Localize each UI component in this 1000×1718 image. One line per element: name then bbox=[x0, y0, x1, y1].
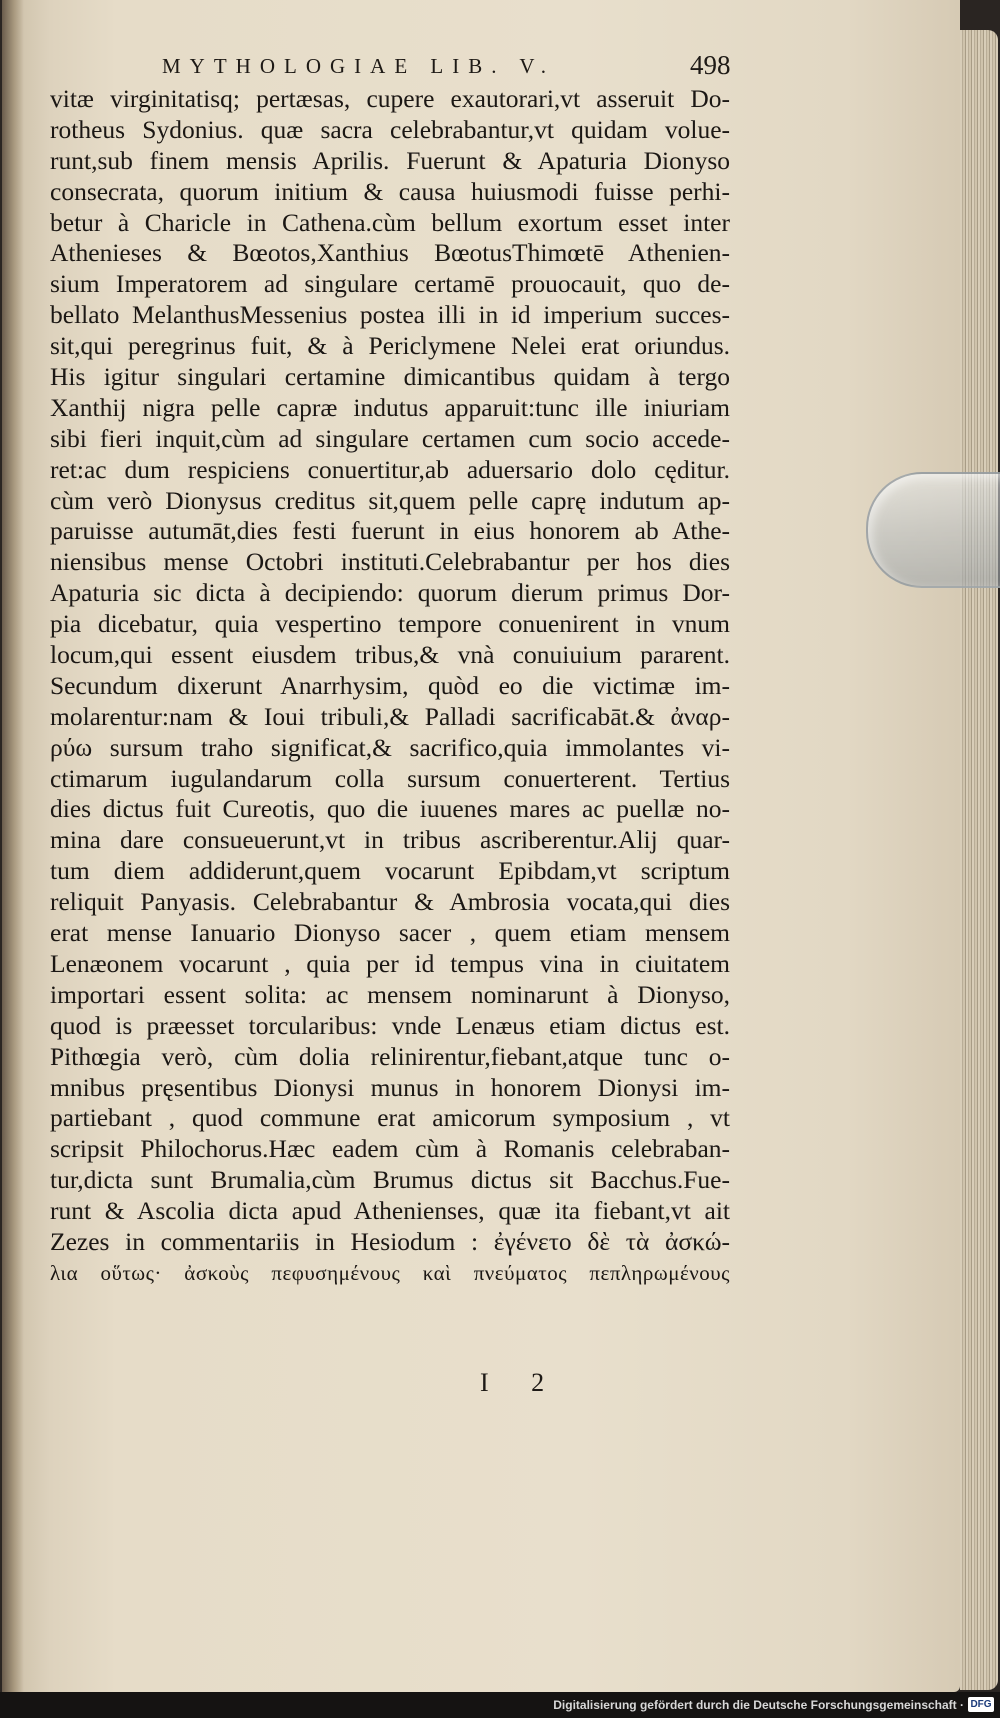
greek-text-line: λια οὕτως· ἀσκοὺς πεφυσημένους καὶ πνεύματος πεπληρωμένους bbox=[50, 1260, 730, 1285]
text-line: sit,qui peregrinus fuit, & à Periclymene Nelei erat oriundus. bbox=[50, 331, 730, 361]
text-line: vitæ virginitatisq; pertæsas, cupere exautorari,vt asseruit Do- bbox=[50, 84, 730, 113]
text-line: erat mense Ianuario Dionyso sacer , quem etiam mensem bbox=[50, 918, 730, 948]
text-line: Lenæonem vocarunt , quia per id tempus vina in ciuitatem bbox=[50, 948, 730, 978]
text-line: ρύω sursum traho significat,& sacrifico,quia immolantes vi- bbox=[50, 732, 730, 762]
text-line: rotheus Sydonius. quæ sacra celebrabantur,vt quidam volue- bbox=[50, 114, 730, 144]
funding-credit: Digitalisierung gefördert durch die Deutsche Forschungsgemeinschaft · bbox=[553, 1698, 964, 1712]
gutter-shadow bbox=[2, 0, 24, 1692]
book-page bbox=[2, 0, 960, 1692]
text-line: Secundum dixerunt Anarrhysim, quòd eo die victimæ im- bbox=[50, 670, 730, 700]
text-line: molarentur:nam & Ioui tribuli,& Palladi sacrificabāt.& ἀναρ- bbox=[50, 701, 730, 731]
text-line: consecrata, quorum initium & causa huiusmodi fuisse perhi- bbox=[50, 176, 730, 206]
text-line: dies dictus fuit Cureotis, quo die iuuenes mares ac puellæ no- bbox=[50, 794, 730, 824]
text-line: tur,dicta sunt Brumalia,cùm Brumus dictus sit Bacchus.Fue- bbox=[50, 1165, 730, 1195]
text-line: Pithœgia verò, cùm dolia relinirentur,fiebant,atque tunc o- bbox=[50, 1041, 730, 1071]
text-line: betur à Charicle in Cathena.cùm bellum exortum esset inter bbox=[50, 207, 730, 237]
signature-mark: I 2 bbox=[480, 1368, 563, 1397]
text-line: niensibus mense Octobri instituti.Celebrabantur per hos dies bbox=[50, 547, 730, 577]
text-line: Athenieses & Bœotos,Xanthius BœotusThimœtē Athenien- bbox=[50, 238, 730, 268]
text-line: mina dare consueuerunt,vt in tribus ascriberentur.Alij quar- bbox=[50, 825, 730, 855]
text-line: Zezes in commentariis in Hesiodum : ἐγένετο δὲ τὰ ἀσκώ- bbox=[50, 1226, 730, 1256]
text-line: bellato MelanthusMessenius postea illi in id imperium succes- bbox=[50, 300, 730, 330]
text-line: quod is præesset torcularibus: vnde Lenæus etiam dictus est. bbox=[50, 1010, 730, 1040]
body-text bbox=[50, 84, 730, 1289]
text-line: pia dicebatur, quia vespertino tempore conuenirent in vnum bbox=[50, 609, 730, 639]
running-head: MYTHOLOGIAE LIB. V. bbox=[162, 54, 556, 78]
text-line: His igitur singulari certamine dimicantibus quidam à tergo bbox=[50, 362, 730, 392]
page-clip bbox=[866, 472, 1000, 588]
text-line: mnibus pręsentibus Dionysi munus in honorem Dionysi im- bbox=[50, 1072, 730, 1102]
dfg-logo: DFG bbox=[968, 1697, 994, 1712]
text-line: scripsit Philochorus.Hæc eadem cùm à Romanis celebraban- bbox=[50, 1134, 730, 1164]
text-line: sibi fieri inquit,cùm ad singulare certamen cum socio accede- bbox=[50, 423, 730, 453]
text-line: ctimarum iugulandarum colla sursum conuerterent. Tertius bbox=[50, 763, 730, 793]
text-line: paruisse autumāt,dies festi fuerunt in eius honorem ab Athe- bbox=[50, 516, 730, 546]
text-line: runt & Ascolia dicta apud Athenienses, quæ ita fiebant,vt ait bbox=[50, 1196, 730, 1226]
text-line: ret:ac dum respiciens conuertitur,ab aduersario dolo cęditur. bbox=[50, 454, 730, 484]
page-number: 498 bbox=[690, 50, 731, 80]
text-line: sium Imperatorem ad singulare certamē prouocauit, quo de- bbox=[50, 269, 730, 299]
fore-edge-pages bbox=[960, 30, 998, 1690]
text-line: Apaturia sic dicta à decipiendo: quorum dierum primus Dor- bbox=[50, 578, 730, 608]
text-line: runt,sub finem mensis Aprilis. Fuerunt & Apaturia Dionyso bbox=[50, 145, 730, 175]
text-line: reliquit Panyasis. Celebrabantur & Ambrosia vocata,qui dies bbox=[50, 887, 730, 917]
text-line: partiebant , quod commune erat amicorum symposium , vt bbox=[50, 1103, 730, 1133]
text-line: Xanthij nigra pelle capræ indutus apparuit:tunc ille iniuriam bbox=[50, 392, 730, 422]
text-line: cùm verò Dionysus creditus sit,quem pelle caprę indutum ap- bbox=[50, 485, 730, 515]
text-line: importari essent solita: ac mensem nominarunt à Dionyso, bbox=[50, 979, 730, 1009]
text-line: locum,qui essent eiusdem tribus,& vnà conuiuium pararent. bbox=[50, 640, 730, 670]
text-line: tum diem addiderunt,quem vocarunt Epibdam,vt scriptum bbox=[50, 856, 730, 886]
